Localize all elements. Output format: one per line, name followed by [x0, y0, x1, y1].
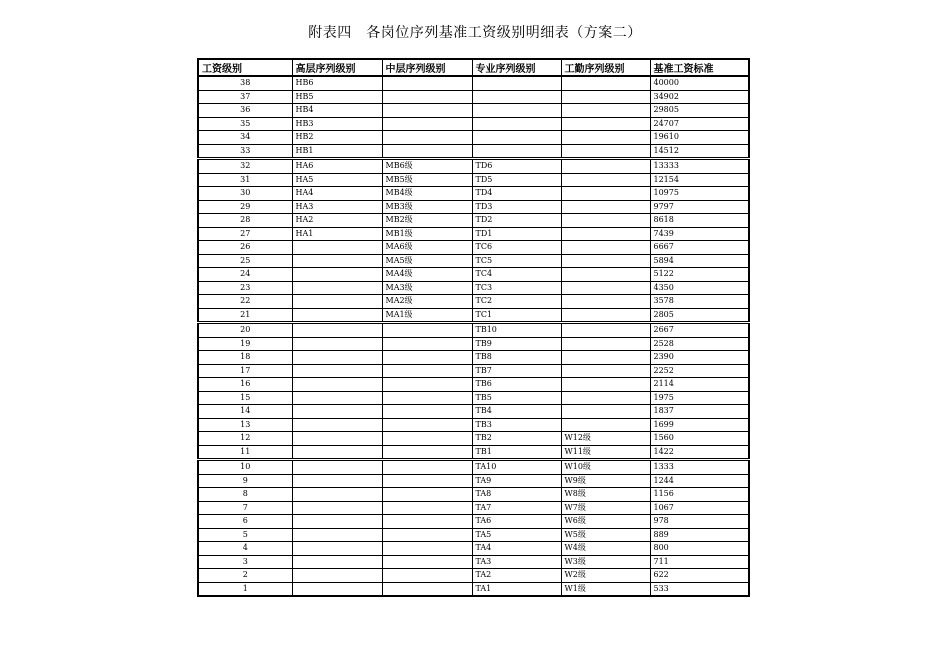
salary-level-cell: 12 — [198, 432, 292, 446]
professional-level-cell: TA5 — [472, 528, 561, 542]
senior-level-cell — [292, 308, 382, 323]
table-row — [198, 542, 749, 556]
base-salary-cell: 622 — [650, 569, 749, 583]
base-salary-cell: 2390 — [650, 351, 749, 365]
salary-level-cell: 31 — [198, 173, 292, 187]
service-level-cell — [561, 227, 650, 241]
service-level-cell: W2级 — [561, 569, 650, 583]
professional-level-cell: TA9 — [472, 474, 561, 488]
senior-level-cell — [292, 241, 382, 255]
middle-level-cell: MB5级 — [382, 173, 472, 187]
service-level-cell: W11级 — [561, 445, 650, 460]
senior-level-cell — [292, 281, 382, 295]
table-row — [198, 104, 749, 118]
professional-level-cell — [472, 131, 561, 145]
professional-level-cell — [472, 76, 561, 90]
middle-level-cell — [382, 337, 472, 351]
table-row — [198, 337, 749, 351]
service-level-cell — [561, 391, 650, 405]
base-salary-cell: 14512 — [650, 144, 749, 159]
table-row — [198, 582, 749, 596]
table-row — [198, 200, 749, 214]
service-level-cell — [561, 214, 650, 228]
table-row — [198, 281, 749, 295]
service-level-cell — [561, 351, 650, 365]
senior-level-cell — [292, 391, 382, 405]
table-row — [198, 131, 749, 145]
service-level-cell — [561, 295, 650, 309]
salary-level-cell: 23 — [198, 281, 292, 295]
professional-level-cell: TD2 — [472, 214, 561, 228]
professional-level-cell: TA1 — [472, 582, 561, 596]
service-level-cell: W1级 — [561, 582, 650, 596]
base-salary-cell: 1975 — [650, 391, 749, 405]
service-level-cell — [561, 90, 650, 104]
base-salary-cell: 3578 — [650, 295, 749, 309]
salary-level-cell: 19 — [198, 337, 292, 351]
salary-level-cell: 29 — [198, 200, 292, 214]
professional-level-cell: TB2 — [472, 432, 561, 446]
salary-level-cell: 33 — [198, 144, 292, 159]
professional-level-cell — [472, 90, 561, 104]
middle-level-cell: MA5级 — [382, 254, 472, 268]
professional-level-cell — [472, 104, 561, 118]
service-level-cell — [561, 187, 650, 201]
service-level-cell: W4级 — [561, 542, 650, 556]
header-salary-level: 工资级别 — [198, 59, 292, 76]
base-salary-cell: 19610 — [650, 131, 749, 145]
table-row — [198, 405, 749, 419]
salary-level-cell: 5 — [198, 528, 292, 542]
table-row — [198, 488, 749, 502]
senior-level-cell — [292, 364, 382, 378]
middle-level-cell — [382, 582, 472, 596]
base-salary-cell: 5894 — [650, 254, 749, 268]
service-level-cell — [561, 200, 650, 214]
middle-level-cell — [382, 364, 472, 378]
base-salary-cell: 7439 — [650, 227, 749, 241]
middle-level-cell: MB2级 — [382, 214, 472, 228]
table-row — [198, 378, 749, 392]
professional-level-cell: TB8 — [472, 351, 561, 365]
senior-level-cell — [292, 582, 382, 596]
table-row — [198, 76, 749, 90]
senior-level-cell — [292, 474, 382, 488]
base-salary-cell: 1067 — [650, 501, 749, 515]
base-salary-cell: 1560 — [650, 432, 749, 446]
professional-level-cell: TD1 — [472, 227, 561, 241]
table-row — [198, 474, 749, 488]
salary-level-cell: 37 — [198, 90, 292, 104]
service-level-cell: W6级 — [561, 515, 650, 529]
professional-level-cell: TC3 — [472, 281, 561, 295]
table-row — [198, 528, 749, 542]
salary-level-cell: 25 — [198, 254, 292, 268]
middle-level-cell — [382, 569, 472, 583]
service-level-cell: W7级 — [561, 501, 650, 515]
base-salary-cell: 1837 — [650, 405, 749, 419]
table-row — [198, 227, 749, 241]
salary-level-cell: 32 — [198, 159, 292, 174]
professional-level-cell: TD4 — [472, 187, 561, 201]
senior-level-cell — [292, 351, 382, 365]
senior-level-cell — [292, 569, 382, 583]
professional-level-cell: TB4 — [472, 405, 561, 419]
professional-level-cell: TB5 — [472, 391, 561, 405]
senior-level-cell — [292, 542, 382, 556]
base-salary-cell: 978 — [650, 515, 749, 529]
senior-level-cell: HB1 — [292, 144, 382, 159]
middle-level-cell: MA3级 — [382, 281, 472, 295]
table-row — [198, 159, 749, 174]
middle-level-cell: MA1级 — [382, 308, 472, 323]
base-salary-cell: 1699 — [650, 418, 749, 432]
middle-level-cell — [382, 131, 472, 145]
salary-level-cell: 21 — [198, 308, 292, 323]
middle-level-cell: MA2级 — [382, 295, 472, 309]
table-row — [198, 214, 749, 228]
middle-level-cell — [382, 488, 472, 502]
base-salary-cell: 533 — [650, 582, 749, 596]
professional-level-cell: TA3 — [472, 555, 561, 569]
senior-level-cell — [292, 378, 382, 392]
table-row — [198, 254, 749, 268]
table-row — [198, 391, 749, 405]
salary-level-cell: 38 — [198, 76, 292, 90]
header-base-salary: 基准工资标准 — [650, 59, 749, 76]
table-row — [198, 268, 749, 282]
salary-level-cell: 34 — [198, 131, 292, 145]
senior-level-cell — [292, 295, 382, 309]
salary-level-cell: 9 — [198, 474, 292, 488]
table-row — [198, 364, 749, 378]
header-senior-level: 高层序列级别 — [292, 59, 382, 76]
senior-level-cell — [292, 405, 382, 419]
salary-level-cell: 13 — [198, 418, 292, 432]
middle-level-cell — [382, 528, 472, 542]
professional-level-cell: TC5 — [472, 254, 561, 268]
base-salary-cell: 1422 — [650, 445, 749, 460]
senior-level-cell: HA4 — [292, 187, 382, 201]
salary-level-cell: 35 — [198, 117, 292, 131]
table-row — [198, 187, 749, 201]
middle-level-cell: MB3级 — [382, 200, 472, 214]
service-level-cell — [561, 337, 650, 351]
base-salary-cell: 24707 — [650, 117, 749, 131]
header-service-level: 工勤序列级别 — [561, 59, 650, 76]
professional-level-cell: TC1 — [472, 308, 561, 323]
middle-level-cell — [382, 555, 472, 569]
senior-level-cell: HA3 — [292, 200, 382, 214]
base-salary-cell: 1244 — [650, 474, 749, 488]
professional-level-cell: TC2 — [472, 295, 561, 309]
service-level-cell — [561, 418, 650, 432]
senior-level-cell — [292, 268, 382, 282]
service-level-cell — [561, 254, 650, 268]
middle-level-cell: MB6级 — [382, 159, 472, 174]
service-level-cell — [561, 117, 650, 131]
base-salary-cell: 5122 — [650, 268, 749, 282]
professional-level-cell: TD6 — [472, 159, 561, 174]
header-middle-level: 中层序列级别 — [382, 59, 472, 76]
salary-level-cell: 26 — [198, 241, 292, 255]
senior-level-cell — [292, 337, 382, 351]
senior-level-cell — [292, 432, 382, 446]
base-salary-cell: 2667 — [650, 323, 749, 338]
middle-level-cell — [382, 104, 472, 118]
service-level-cell — [561, 268, 650, 282]
professional-level-cell: TD3 — [472, 200, 561, 214]
senior-level-cell: HB4 — [292, 104, 382, 118]
salary-level-cell: 36 — [198, 104, 292, 118]
table-row — [198, 117, 749, 131]
base-salary-cell: 8618 — [650, 214, 749, 228]
service-level-cell: W10级 — [561, 460, 650, 475]
middle-level-cell: MB4级 — [382, 187, 472, 201]
middle-level-cell: MB1级 — [382, 227, 472, 241]
salary-level-cell: 15 — [198, 391, 292, 405]
base-salary-cell: 889 — [650, 528, 749, 542]
professional-level-cell: TA2 — [472, 569, 561, 583]
middle-level-cell — [382, 445, 472, 460]
senior-level-cell: HB3 — [292, 117, 382, 131]
professional-level-cell: TA10 — [472, 460, 561, 475]
base-salary-cell: 2805 — [650, 308, 749, 323]
service-level-cell — [561, 131, 650, 145]
table-row — [198, 418, 749, 432]
service-level-cell — [561, 76, 650, 90]
senior-level-cell: HB5 — [292, 90, 382, 104]
service-level-cell: W8级 — [561, 488, 650, 502]
salary-level-cell: 18 — [198, 351, 292, 365]
salary-level-cell: 30 — [198, 187, 292, 201]
base-salary-cell: 2114 — [650, 378, 749, 392]
salary-level-cell: 4 — [198, 542, 292, 556]
table-row — [198, 90, 749, 104]
table-body — [198, 76, 749, 596]
senior-level-cell: HA5 — [292, 173, 382, 187]
table-row — [198, 173, 749, 187]
professional-level-cell: TB7 — [472, 364, 561, 378]
salary-level-table — [197, 58, 750, 597]
salary-level-cell: 10 — [198, 460, 292, 475]
service-level-cell: W9级 — [561, 474, 650, 488]
professional-level-cell: TB9 — [472, 337, 561, 351]
table-row — [198, 144, 749, 159]
base-salary-cell: 29805 — [650, 104, 749, 118]
senior-level-cell: HA6 — [292, 159, 382, 174]
professional-level-cell — [472, 144, 561, 159]
salary-level-cell: 1 — [198, 582, 292, 596]
salary-level-cell: 16 — [198, 378, 292, 392]
middle-level-cell — [382, 515, 472, 529]
senior-level-cell: HA1 — [292, 227, 382, 241]
middle-level-cell: MA6级 — [382, 241, 472, 255]
table-row — [198, 460, 749, 475]
table-row — [198, 351, 749, 365]
middle-level-cell — [382, 460, 472, 475]
middle-level-cell — [382, 418, 472, 432]
middle-level-cell — [382, 351, 472, 365]
salary-level-cell: 17 — [198, 364, 292, 378]
middle-level-cell — [382, 405, 472, 419]
header-row — [198, 59, 749, 76]
table-row — [198, 569, 749, 583]
middle-level-cell — [382, 90, 472, 104]
page-title: 附表四 各岗位序列基准工资级别明细表（方案二） — [308, 25, 642, 41]
middle-level-cell — [382, 76, 472, 90]
base-salary-cell: 711 — [650, 555, 749, 569]
professional-level-cell: TA7 — [472, 501, 561, 515]
salary-level-cell: 7 — [198, 501, 292, 515]
service-level-cell — [561, 173, 650, 187]
salary-level-cell: 6 — [198, 515, 292, 529]
service-level-cell — [561, 405, 650, 419]
salary-level-cell: 2 — [198, 569, 292, 583]
senior-level-cell — [292, 254, 382, 268]
middle-level-cell — [382, 117, 472, 131]
base-salary-cell: 40000 — [650, 76, 749, 90]
table-row — [198, 445, 749, 460]
senior-level-cell — [292, 323, 382, 338]
salary-level-cell: 27 — [198, 227, 292, 241]
senior-level-cell — [292, 445, 382, 460]
middle-level-cell — [382, 474, 472, 488]
senior-level-cell — [292, 528, 382, 542]
senior-level-cell — [292, 515, 382, 529]
salary-level-cell: 28 — [198, 214, 292, 228]
base-salary-cell: 10975 — [650, 187, 749, 201]
salary-level-cell: 20 — [198, 323, 292, 338]
professional-level-cell: TA6 — [472, 515, 561, 529]
professional-level-cell — [472, 117, 561, 131]
base-salary-cell: 6667 — [650, 241, 749, 255]
service-level-cell — [561, 281, 650, 295]
middle-level-cell — [382, 432, 472, 446]
service-level-cell: W3级 — [561, 555, 650, 569]
salary-level-cell: 24 — [198, 268, 292, 282]
professional-level-cell: TA4 — [472, 542, 561, 556]
professional-level-cell: TA8 — [472, 488, 561, 502]
middle-level-cell — [382, 501, 472, 515]
service-level-cell — [561, 144, 650, 159]
base-salary-cell: 1333 — [650, 460, 749, 475]
service-level-cell — [561, 241, 650, 255]
table-row — [198, 308, 749, 323]
professional-level-cell: TD5 — [472, 173, 561, 187]
service-level-cell — [561, 159, 650, 174]
service-level-cell — [561, 364, 650, 378]
base-salary-cell: 800 — [650, 542, 749, 556]
table-row — [198, 323, 749, 338]
professional-level-cell: TB3 — [472, 418, 561, 432]
middle-level-cell — [382, 391, 472, 405]
salary-level-cell: 11 — [198, 445, 292, 460]
senior-level-cell — [292, 460, 382, 475]
service-level-cell: W5级 — [561, 528, 650, 542]
middle-level-cell — [382, 323, 472, 338]
senior-level-cell: HA2 — [292, 214, 382, 228]
professional-level-cell: TB1 — [472, 445, 561, 460]
table-row — [198, 241, 749, 255]
senior-level-cell — [292, 418, 382, 432]
senior-level-cell: HB6 — [292, 76, 382, 90]
salary-level-cell: 14 — [198, 405, 292, 419]
table-row — [198, 295, 749, 309]
senior-level-cell — [292, 555, 382, 569]
senior-level-cell: HB2 — [292, 131, 382, 145]
table-row — [198, 432, 749, 446]
salary-level-cell: 3 — [198, 555, 292, 569]
service-level-cell — [561, 378, 650, 392]
salary-level-cell: 22 — [198, 295, 292, 309]
salary-level-cell: 8 — [198, 488, 292, 502]
middle-level-cell — [382, 144, 472, 159]
header-professional-level: 专业序列级别 — [472, 59, 561, 76]
table-row — [198, 515, 749, 529]
base-salary-cell: 12154 — [650, 173, 749, 187]
middle-level-cell — [382, 378, 472, 392]
professional-level-cell: TC6 — [472, 241, 561, 255]
base-salary-cell: 9797 — [650, 200, 749, 214]
base-salary-cell: 2528 — [650, 337, 749, 351]
professional-level-cell: TC4 — [472, 268, 561, 282]
middle-level-cell — [382, 542, 472, 556]
senior-level-cell — [292, 501, 382, 515]
professional-level-cell: TB10 — [472, 323, 561, 338]
table-row — [198, 501, 749, 515]
table-row — [198, 555, 749, 569]
base-salary-cell: 4350 — [650, 281, 749, 295]
base-salary-cell: 1156 — [650, 488, 749, 502]
service-level-cell — [561, 104, 650, 118]
base-salary-cell: 13333 — [650, 159, 749, 174]
service-level-cell: W12级 — [561, 432, 650, 446]
senior-level-cell — [292, 488, 382, 502]
base-salary-cell: 34902 — [650, 90, 749, 104]
service-level-cell — [561, 323, 650, 338]
professional-level-cell: TB6 — [472, 378, 561, 392]
middle-level-cell: MA4级 — [382, 268, 472, 282]
base-salary-cell: 2252 — [650, 364, 749, 378]
service-level-cell — [561, 308, 650, 323]
